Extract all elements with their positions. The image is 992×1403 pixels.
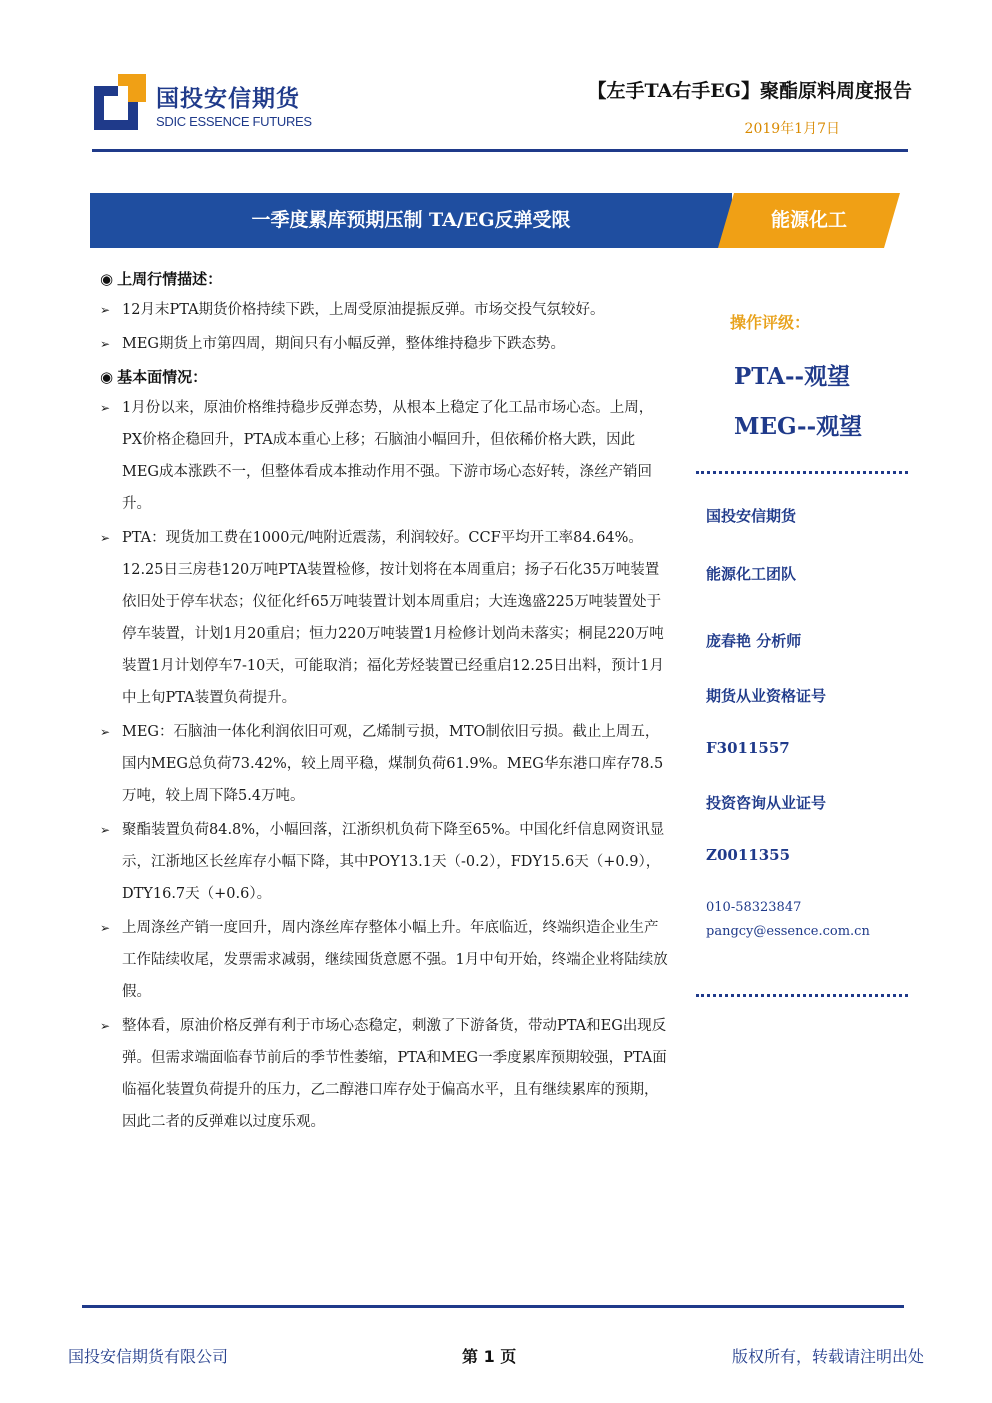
arrow-bullet-icon: ➢: [100, 921, 111, 935]
side-phone: 010-58323847: [706, 900, 802, 915]
arrow-bullet-icon: ➢: [100, 303, 111, 317]
paragraph: ➢ PTA：现货加工费在1000元/吨附近震荡，利润较好。CCF平均开工率84.64%。12.25日三房巷120万吨PTA装置检修，按计划将在本周重启；扬子石化35万吨装置依旧处于停车状态；仪征化纤65万吨装置计划本周重启；大连逸盛225万吨装置处于停车装置，计划1月20重启；恒力220万吨装置1月检修计划尚未落实；桐昆220万吨装置1月计划停车7-10天，可能取消；福化芳烃装置已经重启12.25日出料，预计1月中上旬PTA装置负荷提升。: [100, 522, 672, 714]
side-team: 能源化工团队: [706, 565, 797, 583]
arrow-bullet-icon: ➢: [100, 1019, 111, 1033]
report-date: 2019年1月7日: [744, 121, 840, 137]
company-logo: [94, 74, 334, 134]
consult-cert-label: 投资咨询从业证号: [706, 794, 827, 812]
rating-label: 操作评级：: [730, 313, 811, 332]
dotted-divider: [696, 471, 908, 474]
paragraph: ➢ 上周涤丝产销一度回升，周内涤丝库存整体小幅上升。年底临近，终端织造企业生产工作陆续收尾，发票需求减弱，继续囤货意愿不强。1月中旬开始，终端企业将陆续放假。: [100, 912, 672, 1008]
logo-chinese-name: 国投安信期货: [156, 86, 300, 112]
header-divider: [92, 149, 908, 152]
paragraph: ➢ MEG期货上市第四周，期间只有小幅反弹，整体维持稳步下跌态势。: [100, 328, 672, 360]
paragraph: ➢ 整体看，原油价格反弹有利于市场心态稳定，刺激了下游备货，带动PTA和EG出现反弹。但需求端面临春节前后的季节性萎缩，PTA和MEG一季度累库预期较强，PTA面临福化装置负荷提升的压力，乙二醇港口库存处于偏高水平，且有继续累库的预期，因此二者的反弹难以过度乐观。: [100, 1010, 672, 1138]
section-heading-market: ◉ 上周行情描述：: [100, 270, 223, 288]
rating-pta: PTA--观望: [734, 363, 851, 390]
paragraph: ➢ 12月末PTA期货价格持续下跌，上周受原油提振反弹。市场交投气氛较好。: [100, 294, 672, 326]
arrow-bullet-icon: ➢: [100, 337, 111, 351]
main-content: [100, 262, 672, 1140]
banner-sector: 能源化工: [770, 209, 847, 231]
section-heading-fundamentals: ◉ 基本面情况：: [100, 368, 208, 386]
logo-english-name: SDIC ESSENCE FUTURES: [156, 114, 312, 129]
footer-company: 国投安信期货有限公司: [68, 1347, 229, 1366]
logo-mark-icon: [94, 74, 146, 130]
futures-cert-number: F3011557: [706, 739, 790, 757]
side-analyst: 庞春艳 分析师: [706, 632, 802, 650]
paragraph: ➢ 聚酯装置负荷84.8%，小幅回落，江浙织机负荷下降至65%。中国化纤信息网资讯显示，江浙地区长丝库存小幅下降，其中POY13.1天（-0.2），FDY15.6天（+0.9），DTY16.7天（+0.6）。: [100, 814, 672, 910]
arrow-bullet-icon: ➢: [100, 823, 111, 837]
paragraph: ➢ 1月份以来，原油价格维持稳步反弹态势，从根本上稳定了化工品市场心态。上周，PX价格企稳回升，PTA成本重心上移；石脑油小幅回升，但依稀价格大跌，因此MEG成本涨跌不一，但整体看成本推动作用不强。下游市场心态好转，涤丝产销回升。: [100, 392, 672, 520]
consult-cert-number: Z0011355: [706, 846, 791, 864]
arrow-bullet-icon: ➢: [100, 725, 111, 739]
side-company: 国投安信期货: [706, 507, 797, 525]
section-bullet-icon: ◉: [100, 368, 114, 386]
footer-divider: [82, 1305, 904, 1308]
section-bullet-icon: ◉: [100, 270, 114, 288]
title-banner: [90, 193, 900, 248]
futures-cert-label: 期货从业资格证号: [706, 687, 827, 705]
paragraph: ➢ MEG：石脑油一体化利润依旧可观，乙烯制亏损，MTO制依旧亏损。截止上周五，国内MEG总负荷73.42%，较上周平稳，煤制负荷61.9%。MEG华东港口库存78.5万吨，较上周下降5.4万吨。: [100, 716, 672, 812]
side-email: pangcy@essence.com.cn: [706, 924, 870, 939]
arrow-bullet-icon: ➢: [100, 401, 111, 415]
footer-copyright: 版权所有，转载请注明出处: [731, 1347, 924, 1366]
page-number: 第 1 页: [462, 1347, 517, 1366]
arrow-bullet-icon: ➢: [100, 531, 111, 545]
banner-title: 一季度累库预期压制 TA/EG反弹受限: [251, 209, 571, 231]
rating-meg: MEG--观望: [734, 413, 863, 440]
dotted-divider: [696, 994, 908, 997]
report-title: 【左手TA右手EG】聚酯原料周度报告: [587, 80, 912, 102]
